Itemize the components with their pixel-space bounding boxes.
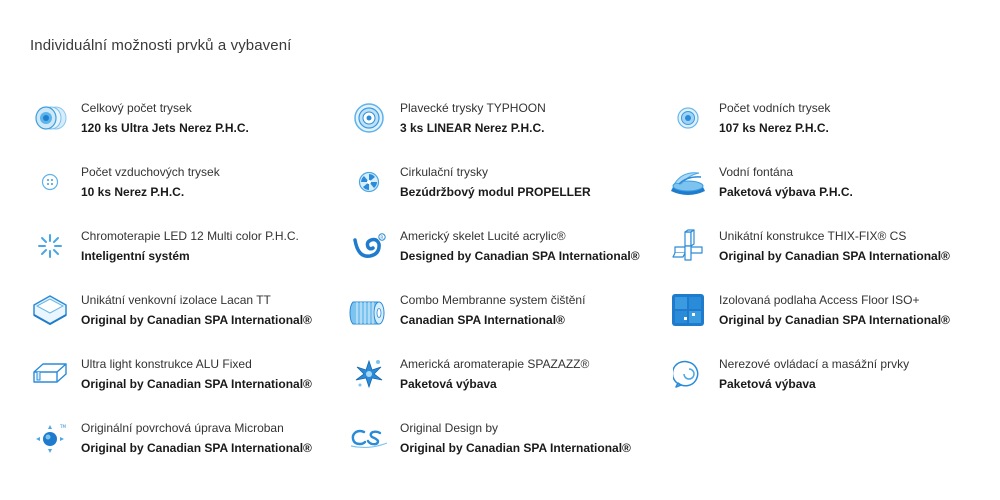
feature-label: Plavecké trysky TYPHOON — [400, 100, 546, 115]
frame-construction-icon — [668, 226, 708, 266]
feature-value: Original by Canadian SPA International® — [81, 376, 312, 391]
feature-label: Unikátní konstrukce THIX-FIX® CS — [719, 228, 907, 243]
feature-item — [349, 290, 585, 330]
feature-value: Paketová výbava — [719, 376, 816, 391]
cs-logo-icon — [349, 418, 389, 458]
feature-item — [30, 162, 220, 202]
feature-value: Original by Canadian SPA International® — [719, 248, 950, 263]
feature-label: Original Design by — [400, 420, 499, 435]
feature-label: Počet vodních trysek — [719, 100, 831, 115]
feature-label: Vodní fontána — [719, 164, 794, 179]
feature-value: Original by Canadian SPA International® — [400, 440, 631, 455]
propeller-icon — [349, 162, 389, 202]
feature-item — [30, 98, 249, 138]
filter-icon — [349, 290, 389, 330]
feature-item — [668, 162, 853, 202]
feature-value: Paketová výbava — [400, 376, 497, 391]
feature-value: 3 ks LINEAR Nerez P.H.C. — [400, 120, 545, 135]
svg-text:TM: TM — [60, 424, 66, 429]
svg-text:R: R — [380, 236, 384, 241]
feature-item — [30, 354, 312, 394]
feature-label: Izolovaná podlaha Access Floor ISO+ — [719, 292, 920, 307]
feature-value: Original by Canadian SPA International® — [81, 440, 312, 455]
feature-item — [30, 226, 299, 266]
feature-value: Bezúdržbový modul PROPELLER — [400, 184, 591, 199]
section-title: Individuální možnosti prvků a vybavení — [30, 37, 292, 54]
aromatherapy-icon — [349, 354, 389, 394]
feature-label: Americká aromaterapie SPAZAZZ® — [400, 356, 590, 371]
feature-item — [349, 162, 591, 202]
feature-value: Inteligentní systém — [81, 248, 190, 263]
feature-item — [30, 290, 312, 330]
feature-label: Cirkulační trysky — [400, 164, 489, 179]
feature-item — [349, 98, 546, 138]
acrylic-shell-icon — [349, 226, 389, 266]
feature-item — [668, 354, 909, 394]
feature-value: Original by Canadian SPA International® — [719, 312, 950, 327]
feature-item — [668, 226, 950, 266]
feature-item — [349, 226, 640, 266]
feature-label: Unikátní venkovní izolace Lacan TT — [81, 292, 271, 307]
feature-value: 10 ks Nerez P.H.C. — [81, 184, 185, 199]
feature-label: Combo Membranne system čištění — [400, 292, 586, 307]
feature-value: Designed by Canadian SPA International® — [400, 248, 640, 263]
feature-label: Chromoterapie LED 12 Multi color P.H.C. — [81, 228, 299, 243]
alu-frame-icon — [30, 354, 70, 394]
feature-item — [349, 354, 589, 394]
feature-label: Americký skelet Lucité acrylic® — [400, 228, 566, 243]
controls-icon — [668, 354, 708, 394]
feature-value: 120 ks Ultra Jets Nerez P.H.C. — [81, 120, 249, 135]
led-light-icon — [30, 226, 70, 266]
air-jet-icon — [30, 162, 70, 202]
feature-label: Celkový počet trysek — [81, 100, 192, 115]
insulation-icon — [30, 290, 70, 330]
feature-item — [30, 418, 312, 458]
fountain-icon — [668, 162, 708, 202]
feature-item — [349, 418, 631, 458]
feature-label: Originální povrchová úprava Microban — [81, 420, 284, 435]
jets-icon — [30, 98, 70, 138]
access-floor-icon — [668, 290, 708, 330]
microban-icon — [30, 418, 70, 458]
feature-value: Paketová výbava P.H.C. — [719, 184, 853, 199]
water-jet-icon — [668, 98, 708, 138]
feature-value: 107 ks Nerez P.H.C. — [719, 120, 829, 135]
feature-value: Canadian SPA International® — [400, 312, 565, 327]
typhoon-jet-icon — [349, 98, 389, 138]
feature-label: Nerezové ovládací a masážní prvky — [719, 356, 910, 371]
feature-label: Ultra light konstrukce ALU Fixed — [81, 356, 252, 371]
feature-item — [668, 290, 950, 330]
feature-label: Počet vzduchových trysek — [81, 164, 220, 179]
feature-value: Original by Canadian SPA International® — [81, 312, 312, 327]
feature-item — [668, 98, 830, 138]
